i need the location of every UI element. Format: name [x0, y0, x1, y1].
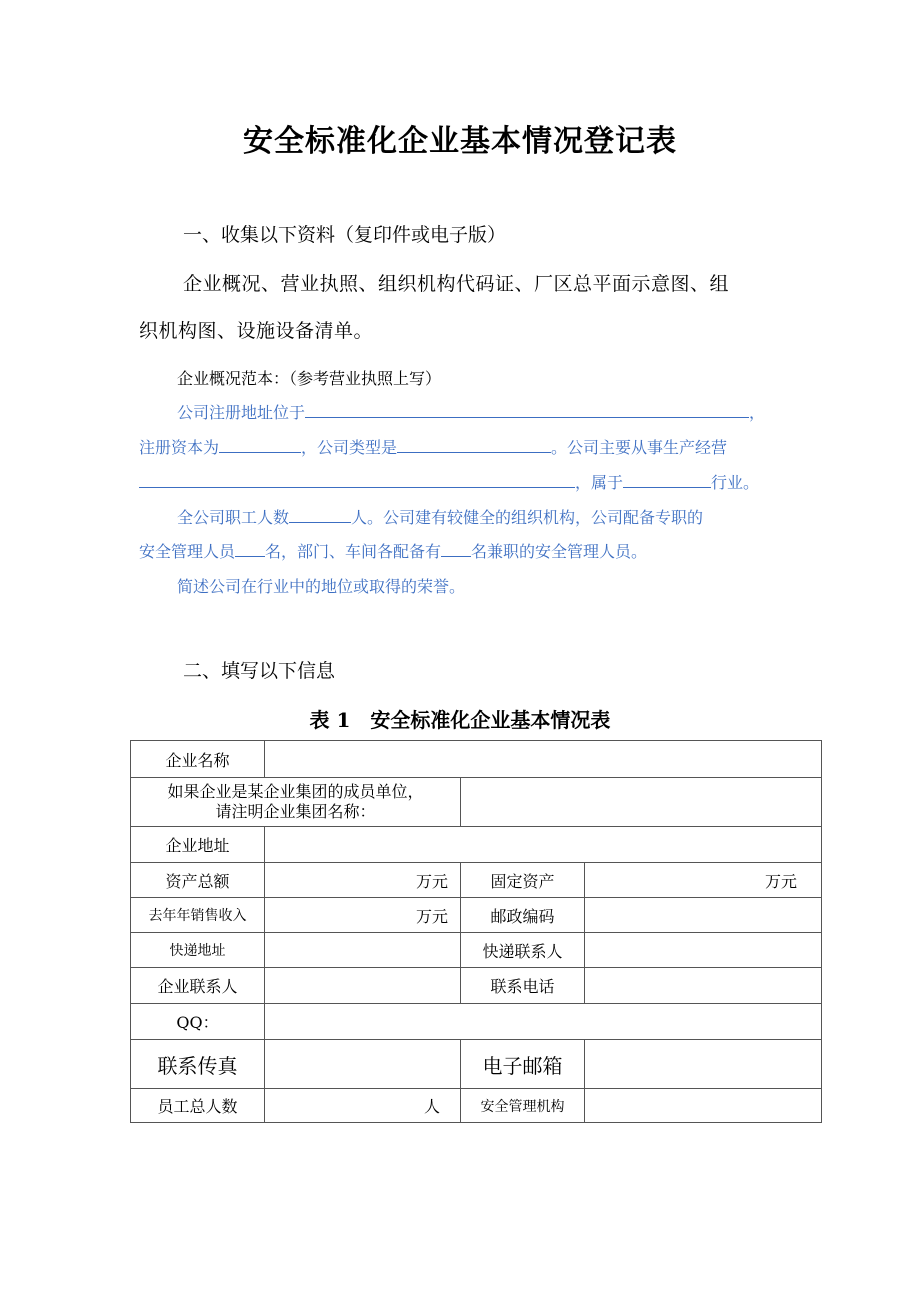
table-row [131, 827, 822, 863]
label-line: 如果企业是某企业集团的成员单位， [167, 782, 424, 801]
table-row [131, 863, 822, 898]
table-row [131, 1089, 822, 1123]
label-line: 请注明企业集团名称： [215, 802, 376, 821]
section2-heading: 二、填写以下信息 [183, 660, 336, 682]
input-postal-code[interactable] [585, 898, 822, 933]
input-contact[interactable] [265, 968, 461, 1004]
label-staff-count: 员工总人数 [131, 1089, 265, 1123]
template-text: 。公司主要从事生产经营 [551, 438, 728, 457]
label-address: 企业地址 [131, 827, 265, 863]
template-line-2 [139, 435, 727, 458]
table-row [131, 933, 822, 968]
template-text: 安全管理人员 [139, 542, 236, 561]
template-text: 注册资本为 [139, 438, 220, 457]
input-email[interactable] [585, 1040, 822, 1089]
template-text: 全公司职工人数 [177, 508, 290, 527]
label-postal-code: 邮政编码 [461, 898, 585, 933]
table-row [131, 898, 822, 933]
blank-parttime-safety-staff[interactable] [441, 542, 471, 557]
template-line-1 [177, 400, 765, 423]
template-text: 人。公司建有较健全的组织机构，公司配备专职的 [351, 508, 704, 527]
template-line-5 [139, 539, 647, 562]
enterprise-info-table [130, 740, 822, 1123]
label-express-contact: 快递联系人 [461, 933, 585, 968]
input-phone[interactable] [585, 968, 822, 1004]
label-safety-org: 安全管理机构 [461, 1089, 585, 1123]
input-address[interactable] [265, 827, 822, 863]
template-line-3 [139, 470, 759, 493]
label-contact: 企业联系人 [131, 968, 265, 1004]
unit-label: 万元 [765, 871, 798, 891]
blank-industry[interactable] [623, 473, 711, 488]
unit-label: 万元 [415, 906, 448, 926]
blank-employee-count[interactable] [289, 508, 351, 523]
label-fixed-assets: 固定资产 [461, 863, 585, 898]
blank-company-type[interactable] [397, 438, 551, 453]
template-text: 公司注册地址位于 [177, 403, 306, 422]
unit-label: 人 [423, 1097, 440, 1116]
section1-paragraph-line2: 织机构图、设施设备清单。 [139, 320, 374, 342]
table-row [131, 1040, 822, 1089]
table-row [131, 741, 822, 778]
section1-paragraph-line1: 企业概况、营业执照、组织机构代码证、厂区总平面示意图、组 [183, 273, 730, 295]
input-sales[interactable] [265, 898, 461, 933]
input-fax[interactable] [265, 1040, 461, 1089]
label-sales: 去年年销售收入 [131, 898, 265, 933]
input-group-name[interactable] [461, 778, 822, 827]
unit-label: 万元 [415, 871, 448, 891]
table-title: 表 1 安全标准化企业基本情况表 [309, 708, 611, 732]
template-text: ，公司类型是 [301, 438, 398, 457]
template-text: 名兼职的安全管理人员。 [471, 542, 648, 561]
input-qq[interactable] [265, 1004, 822, 1040]
template-text: 名，部门、车间各配备有 [265, 542, 442, 561]
blank-fulltime-safety-staff[interactable] [235, 542, 265, 557]
blank-registered-capital[interactable] [219, 438, 301, 453]
template-text: ， [749, 403, 766, 422]
label-company-name: 企业名称 [131, 741, 265, 778]
blank-business-scope[interactable] [139, 473, 575, 488]
input-safety-org[interactable] [585, 1089, 822, 1123]
input-staff-count[interactable] [265, 1089, 461, 1123]
table-row [131, 968, 822, 1004]
input-express-address[interactable] [265, 933, 461, 968]
blank-registered-address[interactable] [305, 403, 749, 418]
label-express-address: 快递地址 [131, 933, 265, 968]
section1-heading: 一、收集以下资料（复印件或电子版） [183, 224, 507, 246]
label-total-assets: 资产总额 [131, 863, 265, 898]
template-heading: 企业概况范本：（参考营业执照上写） [177, 369, 442, 388]
table-row [131, 1004, 822, 1040]
input-company-name[interactable] [265, 741, 822, 778]
label-phone: 联系电话 [461, 968, 585, 1004]
label-fax: 联系传真 [131, 1040, 265, 1089]
input-fixed-assets[interactable] [585, 863, 822, 898]
input-total-assets[interactable] [265, 863, 461, 898]
label-qq: QQ： [131, 1004, 265, 1040]
template-text: ，属于 [575, 473, 624, 492]
document-title: 安全标准化企业基本情况登记表 [243, 124, 677, 159]
label-group-name [131, 778, 461, 827]
label-email: 电子邮箱 [461, 1040, 585, 1089]
input-express-contact[interactable] [585, 933, 822, 968]
table-row [131, 778, 822, 827]
template-line-6: 简述公司在行业中的地位或取得的荣誉。 [177, 577, 466, 596]
template-text: 行业。 [711, 473, 760, 492]
template-line-4 [177, 505, 703, 528]
